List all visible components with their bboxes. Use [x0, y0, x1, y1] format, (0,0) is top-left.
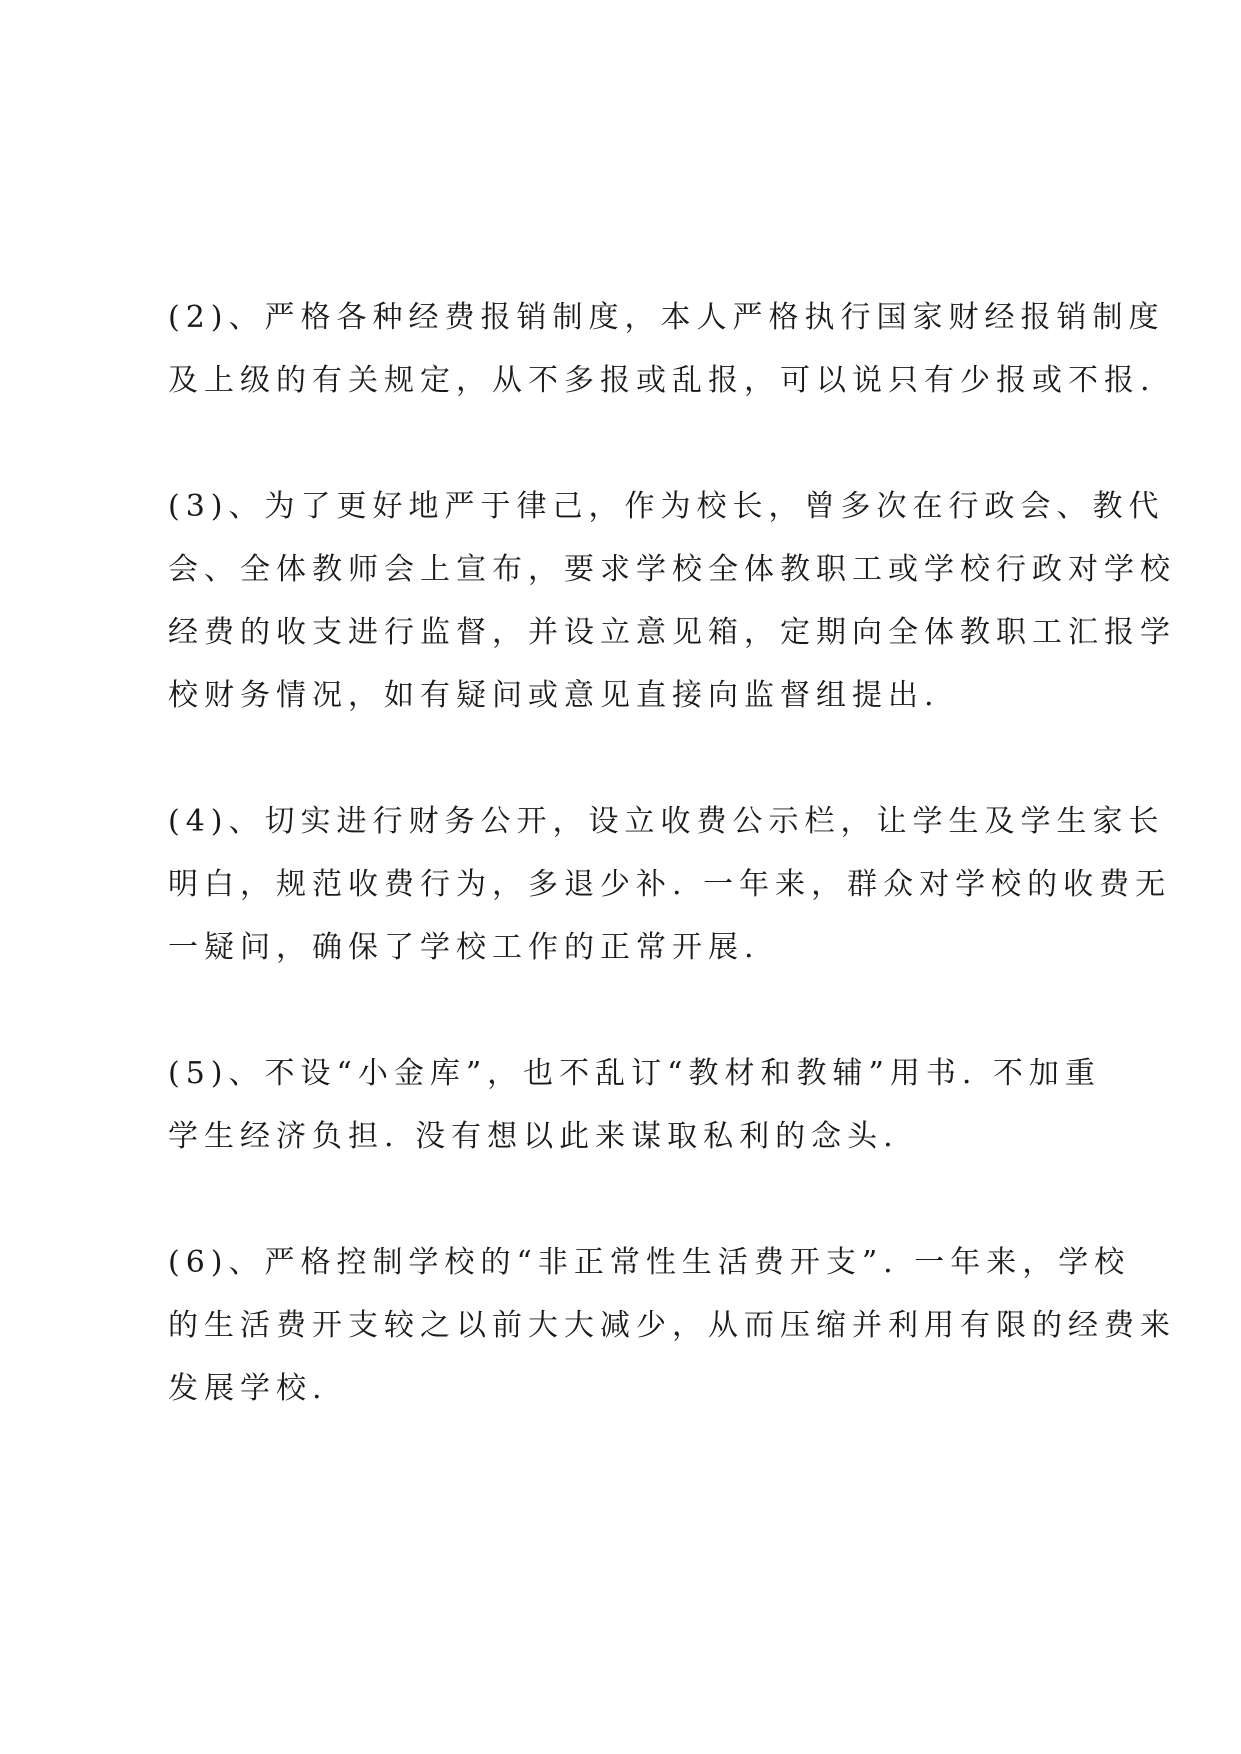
paragraph-line: 及上级的有关规定，从不多报或乱报，可以说只有少报或不报. [168, 363, 1156, 398]
paragraph-2 [168, 286, 1165, 412]
paragraph-5 [168, 1042, 1101, 1168]
paragraph-line: 一疑问，确保了学校工作的正常开展. [168, 930, 760, 965]
paragraph-line: 明白，规范收费行为，多退少补. 一年来，群众对学校的收费无 [168, 867, 1172, 902]
paragraph-line: 的生活费开支较之以前大大减少，从而压缩并利用有限的经费来 [168, 1308, 1176, 1343]
paragraph-line: 校财务情况，如有疑问或意见直接向监督组提出. [168, 678, 940, 713]
paragraph-line: (5)、不设“小金库”，也不乱订“教材和教辅”用书. 不加重 [168, 1056, 1101, 1091]
paragraph-line: (6)、严格控制学校的“非正常性生活费开支”. 一年来，学校 [168, 1245, 1131, 1280]
paragraph-line: (3)、为了更好地严于律己，作为校长，曾多次在行政会、教代 [168, 489, 1165, 524]
paragraph-line: 会、全体教师会上宣布，要求学校全体教职工或学校行政对学校 [168, 552, 1176, 587]
paragraph-line: (2)、严格各种经费报销制度，本人严格执行国家财经报销制度 [168, 300, 1165, 335]
paragraph-line: (4)、切实进行财务公开，设立收费公示栏，让学生及学生家长 [168, 804, 1165, 839]
paragraph-4 [168, 790, 1172, 979]
paragraph-line: 发展学校. [168, 1371, 328, 1406]
paragraph-line: 学生经济负担. 没有想以此来谋取私利的念头. [168, 1119, 899, 1154]
document-body [168, 286, 1176, 1483]
paragraph-line: 经费的收支进行监督，并设立意见箱，定期向全体教职工汇报学 [168, 615, 1176, 650]
paragraph-6 [168, 1231, 1176, 1420]
paragraph-3 [168, 475, 1176, 727]
